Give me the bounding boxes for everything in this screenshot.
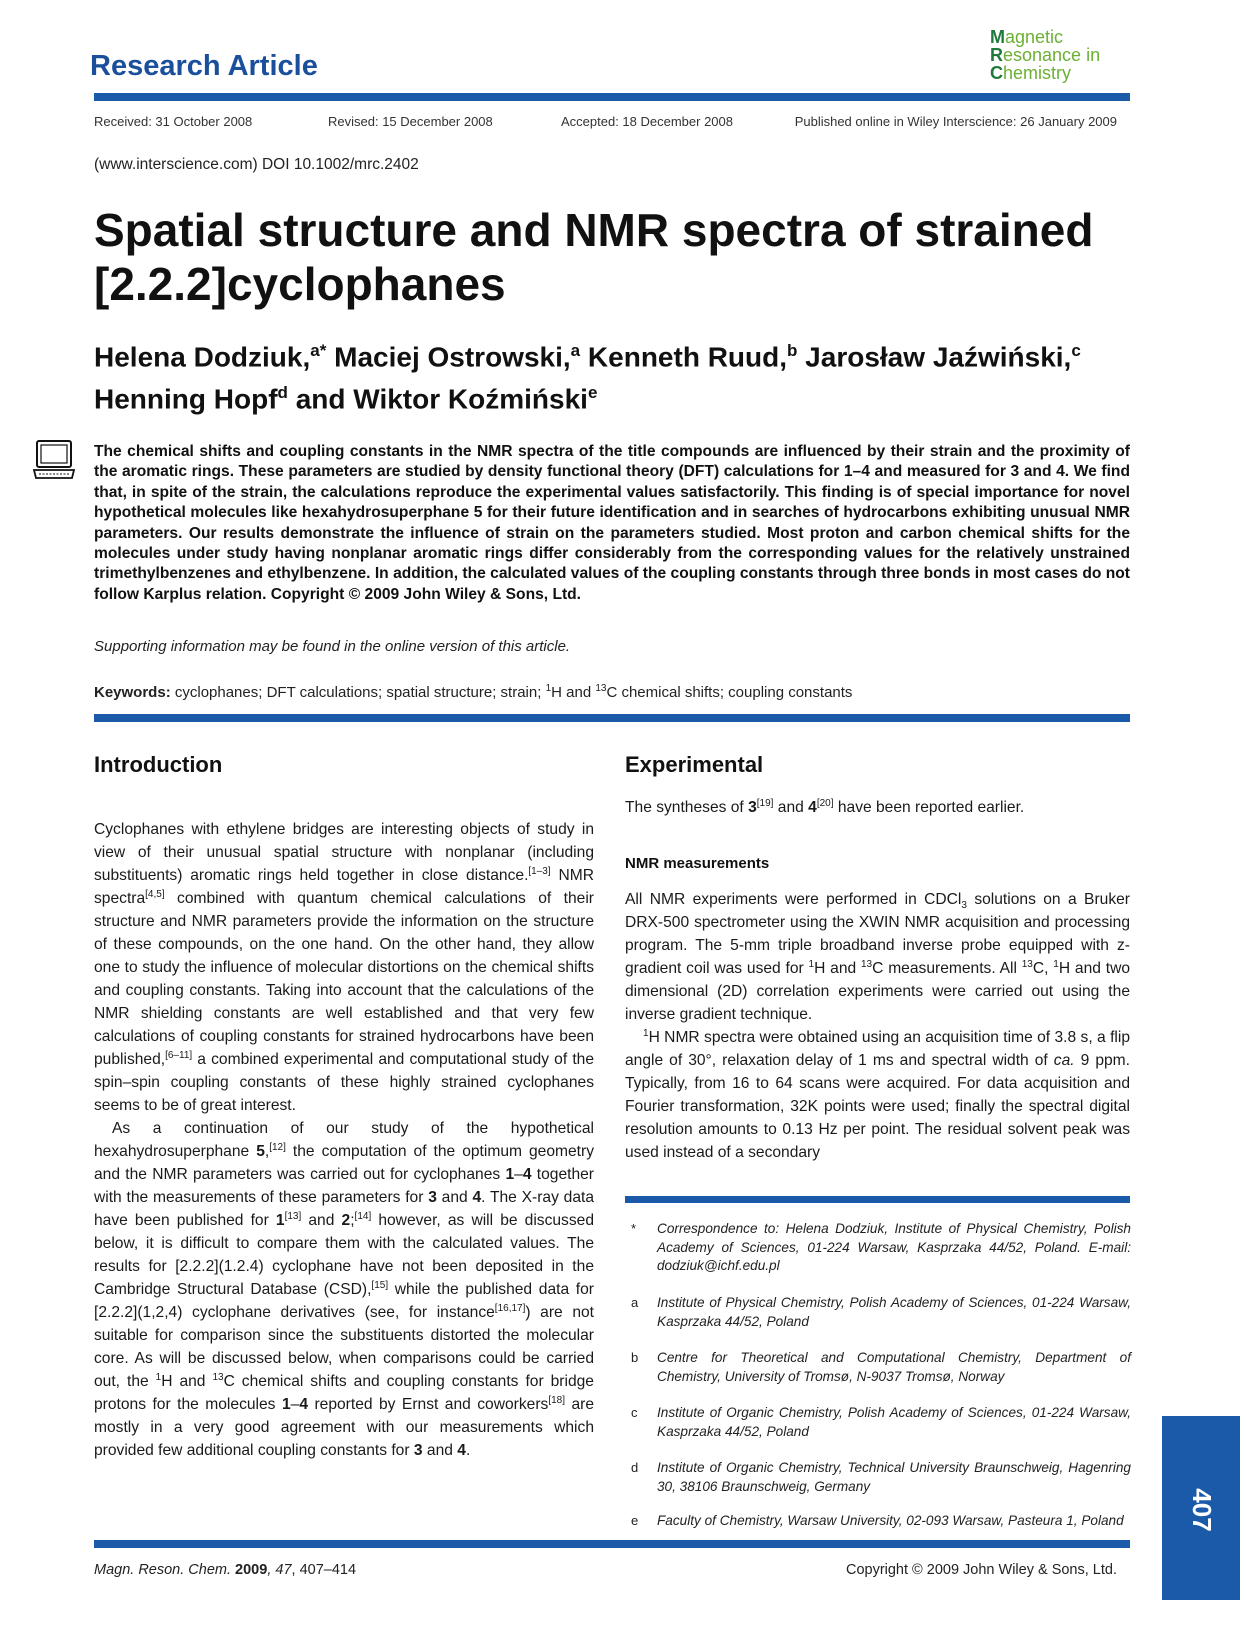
- affiliation-e: e Faculty of Chemistry, Warsaw University, 02-093 Warsaw, Pasteura 1, Poland: [631, 1513, 1124, 1528]
- article-title: Spatial structure and NMR spectra of strained [2.2.2]cyclophanes: [94, 204, 1094, 310]
- revised-date: Revised: 15 December 2008: [328, 114, 493, 129]
- affiliation-b: b Centre for Theoretical and Computational Chemistry, Department of Chemistry, University of Tromsø, N-9037 Tromsø, Norway: [631, 1350, 1131, 1384]
- supporting-info: Supporting information may be found in the online version of this article.: [94, 638, 571, 655]
- paragraph: $^1$H NMR spectra were obtained using an acquisition time of 3.8 s, a flip angle of 30°, relaxation delay of 1 ms and spectral width of ca. 9 ppm. Typically, from 16 to 64 scans were acquired. For data acquisition and Fourier transformation, 32K points were used; finally the spectral digital resolution amounts to 0.13 Hz per point. The residual solvent peak was used instead of a secondary: [625, 1027, 1130, 1161]
- published-date: Published online in Wiley Interscience: 26 January 2009: [794, 114, 1117, 129]
- experimental-body: [625, 888, 1130, 1164]
- page-number: 407: [1187, 1488, 1217, 1532]
- paragraph: All NMR experiments were performed in CDCl$_3$ solutions on a Bruker DRX-500 spectrometer using the XWIN NMR acquisition and processing program. The 5-mm triple broadband inverse probe equipped with z-gradient coil was used for $^1$H and $^{13}$C measurements. All $^{13}$C, $^1$H and two dimensional (2D) correlation experiments were carried out using the inverse gradient technique.: [625, 891, 1131, 1023]
- computer-icon: [32, 440, 76, 485]
- nmr-measurements-heading: NMR measurements: [625, 855, 770, 872]
- journal-logo: Magnetic Resonance in Chemistry: [990, 27, 1101, 83]
- keywords: Keywords: cyclophanes; DFT calculations; spatial structure; strain; $^1$H and $^{13}$C chemical shifts; coupling constants: [94, 683, 853, 701]
- author-name: and Wiktor Koźmiński: [287, 383, 588, 415]
- footer-rule: [94, 1540, 1130, 1548]
- affiliations-rule: [625, 1196, 1130, 1203]
- affiliation-a: a Institute of Physical Chemistry, Polish Academy of Sciences, 01-224 Warsaw, Kasprzaka 44/52, Poland: [631, 1295, 1131, 1329]
- introduction-heading: Introduction: [94, 752, 223, 777]
- affiliations: [631, 1220, 1131, 1528]
- affiliation-correspondence: * Correspondence to: Helena Dodziuk, Institute of Physical Chemistry, Polish Academy of Sciences, 01-224 Warsaw, Kasprzaka 44/52, Poland. E-mail: dodziuk@ichf.edu.pl: [631, 1221, 1131, 1273]
- affiliation-c: c Institute of Organic Chemistry, Polish Academy of Sciences, 01-224 Warsaw, Kasprzaka 44/52, Poland: [631, 1405, 1131, 1439]
- received-date: Received: 31 October 2008: [94, 114, 253, 129]
- author-name: Henning Hopf: [94, 383, 278, 415]
- author-list: Helena Dodziuk,$^{a*}$ Maciej Ostrowski,$^a$ Kenneth Ruud,$^b$ Jarosław Jaźwiński,$^c$ Henning Hopf$^d$ and Wiktor Koźmiński$^e$: [94, 341, 1081, 415]
- experimental-heading: Experimental: [625, 752, 764, 777]
- header-rule: [94, 93, 1130, 101]
- introduction-body: [94, 818, 594, 1462]
- footer-copyright: Copyright © 2009 John Wiley & Sons, Ltd.: [845, 1562, 1117, 1578]
- experimental-intro: The syntheses of 3[19] and 4[20] have been reported earlier.: [625, 797, 1025, 816]
- journal-citation: Magn. Reson. Chem. 2009, 47, 407–414: [94, 1562, 357, 1578]
- author-name: Maciej Ostrowski,: [326, 341, 571, 373]
- accepted-date: Accepted: 18 December 2008: [561, 114, 733, 129]
- affiliation-d: d Institute of Organic Chemistry, Technical University Braunschweig, Hagenring 30, 38106 Braunschweig, Germany: [631, 1460, 1131, 1494]
- abstract-rule: [94, 714, 1130, 722]
- paragraph: As a continuation of our study of the hypothetical hexahydrosuperphane 5,[12] the computation of the optimum geometry and the NMR parameters was carried out for cyclophanes 1–4 together with the measurements of these parameters for 3 and 4. The X-ray data have been published for 1[13] and 2;[14] however, as will be discussed below, it is difficult to compare them with the calculated values. The results for [2.2.2](1.2.4) cyclophane have not been deposited in the Cambridge Structural Database (CSD),[15] while the published data for [2.2.2](1,2,4) cyclophane derivatives (see, for instance[16,17]) are not suitable for comparison since the substituents distorted the molecular core. As will be discussed below, when comparisons could be carried out, the $^1$H and $^{13}$C chemical shifts and coupling constants for bridge protons for the molecules 1–4 reported by Ernst and coworkers[18] are mostly in a very good agreement with our measurements which provided few additional coupling constants for 3 and 4.: [94, 1120, 595, 1459]
- author-name: Helena Dodziuk,: [94, 341, 311, 373]
- paragraph: Cyclophanes with ethylene bridges are interesting objects of study in view of their unusual spatial structure with nonplanar (including substituents) aromatic rings held together in close distance.[1–3] NMR spectra[4,5] combined with quantum chemical calculations of their structure and NMR parameters provide the information on the structure of these compounds, on the one hand. On the other hand, they allow one to study the influence of molecular distortions on the chemical shifts and coupling constants. Taking into account that the calculations of the NMR shielding constants are well established and that very few calculations of coupling constants for strained hydrocarbons have been published,[6–11] a combined experimental and computational study of the spin–spin coupling constants of these highly strained cyclophanes seems to be of great interest.: [94, 821, 594, 1114]
- abstract: The chemical shifts and coupling constants in the NMR spectra of the title compounds are influenced by their strain and the proximity of the aromatic rings. These parameters are studied by density functional theory (DFT) calculations for 1–4 and measured for 3 and 4. We find that, in spite of the strain, the calculations reproduce the experimental values satisfactorily. This finding is of special importance for novel hypothetical molecules like hexahydrosuperphane 5 for their future identification and in searches of hydrocarbons exhibiting unusual NMR parameters. Our results demonstrate the influence of strain on the parameters studied. Most proton and carbon chemical shifts for the molecules under study having nonplanar aromatic rings differ considerably from the corresponding values for the relatively unstrained trimethylbenzenes and ethylbenzene. In addition, the calculated values of the coupling constants through three bonds in most cases do not follow Karplus relation. Copyright © 2009 John Wiley & Sons, Ltd.: [94, 443, 1130, 603]
- section-label: Research Article: [90, 50, 318, 82]
- doi[interactable]: (www.interscience.com) DOI 10.1002/mrc.2402: [94, 156, 419, 173]
- author-name: Jarosław Jaźwiński,: [797, 341, 1072, 373]
- author-name: Kenneth Ruud,: [580, 341, 788, 373]
